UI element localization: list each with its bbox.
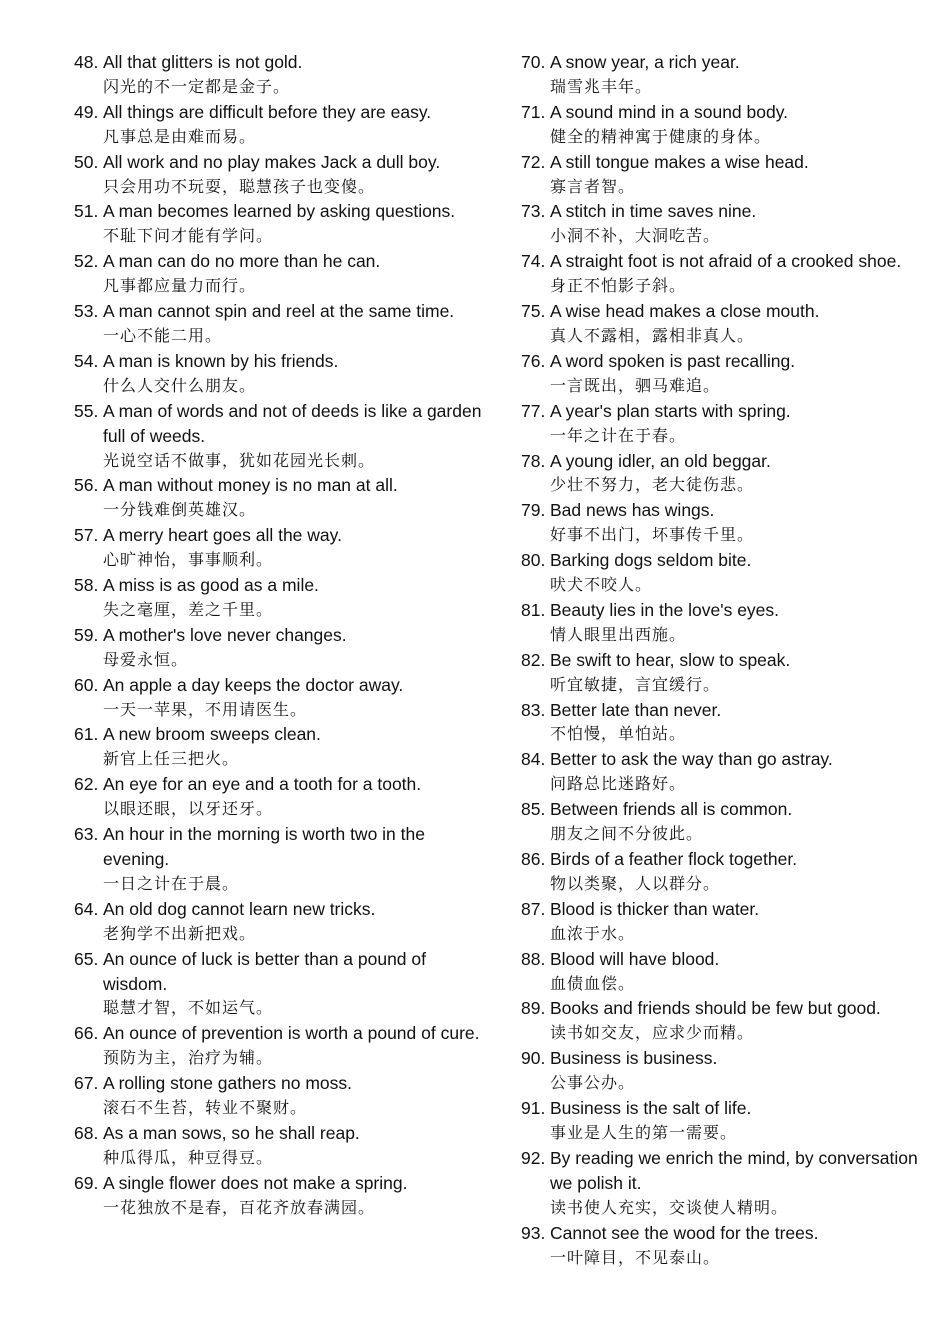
proverb-number: 89. [521, 998, 546, 1019]
proverb-number: 51. [74, 201, 99, 222]
english-proverb: All things are difficult before they are easy. [103, 101, 432, 122]
chinese-translation: 一叶障目，不见泰山。 [550, 1247, 721, 1267]
proverb-number: 65. [74, 948, 99, 969]
proverb-entry [521, 199, 941, 249]
proverb-number: 49. [74, 101, 99, 122]
proverb-entry [74, 1171, 494, 1221]
proverb-body [103, 722, 494, 772]
proverb-number: 56. [74, 475, 99, 496]
english-proverb: An apple a day keeps the doctor away. [103, 674, 404, 695]
proverb-entry [521, 897, 941, 947]
english-proverb: All work and no play makes Jack a dull boy. [103, 151, 441, 172]
proverb-body [550, 349, 941, 399]
chinese-translation: 什么人交什么朋友。 [103, 375, 257, 395]
english-proverb: An ounce of prevention is worth a pound of cure. [103, 1023, 480, 1044]
proverb-entry [521, 797, 941, 847]
chinese-translation: 读书使人充实，交谈使人精明。 [550, 1197, 789, 1217]
proverb-entry [74, 1121, 494, 1171]
english-proverb: A miss is as good as a mile. [103, 575, 319, 596]
proverb-entry [521, 249, 941, 299]
proverb-body [550, 100, 941, 150]
english-proverb: Books and friends should be few but good. [550, 998, 881, 1019]
proverb-number: 73. [521, 201, 546, 222]
proverb-number: 91. [521, 1098, 546, 1119]
proverb-body [550, 648, 941, 698]
proverb-number: 93. [521, 1222, 546, 1243]
english-proverb: Blood will have blood. [550, 948, 720, 969]
chinese-translation: 新官上任三把火。 [103, 749, 240, 769]
chinese-translation: 好事不出门，坏事传千里。 [550, 525, 755, 545]
proverb-body [103, 573, 494, 623]
chinese-translation: 只会用功不玩耍，聪慧孩子也变傻。 [103, 176, 376, 196]
chinese-translation: 失之毫厘，差之千里。 [103, 599, 274, 619]
proverb-body [103, 673, 494, 723]
english-proverb: A straight foot is not afraid of a crooked shoe. [550, 251, 902, 272]
proverb-body [550, 897, 941, 947]
proverb-body [550, 698, 941, 748]
proverb-body [550, 399, 941, 449]
proverb-number: 70. [521, 52, 546, 72]
english-proverb: A man can do no more than he can. [103, 251, 381, 272]
proverb-body [103, 822, 494, 897]
chinese-translation: 一日之计在于晨。 [103, 873, 240, 893]
proverb-body [550, 498, 941, 548]
proverb-entry [74, 299, 494, 349]
chinese-translation: 一心不能二用。 [103, 325, 223, 345]
proverb-body [550, 299, 941, 349]
chinese-translation: 情人眼里出西施。 [550, 624, 687, 644]
proverb-number: 61. [74, 724, 99, 745]
proverb-body [550, 1096, 941, 1146]
english-proverb: A wise head makes a close mouth. [550, 301, 820, 322]
english-proverb: A merry heart goes all the way. [103, 525, 342, 546]
proverb-entry [521, 698, 941, 748]
proverb-body [550, 996, 941, 1046]
chinese-translation: 以眼还眼，以牙还牙。 [103, 799, 274, 819]
chinese-translation: 闪光的不一定都是金子。 [103, 76, 291, 96]
proverb-number: 52. [74, 251, 99, 272]
proverb-entry [74, 100, 494, 150]
proverb-body [103, 50, 494, 100]
proverb-entry [74, 399, 494, 474]
proverb-entry [521, 498, 941, 548]
english-proverb: A man becomes learned by asking questions. [103, 201, 456, 222]
proverb-entry [521, 648, 941, 698]
proverb-number: 82. [521, 649, 546, 670]
chinese-translation: 读书如交友，应求少而精。 [550, 1023, 755, 1043]
english-proverb: An old dog cannot learn new tricks. [103, 898, 376, 919]
proverb-entry [74, 722, 494, 772]
english-proverb: Between friends all is common. [550, 799, 793, 820]
chinese-translation: 一花独放不是春，百花齐放春满园。 [103, 1197, 376, 1217]
english-proverb: Be swift to hear, slow to speak. [550, 649, 791, 670]
proverb-body [550, 548, 941, 598]
proverb-entry [521, 1046, 941, 1096]
proverb-body [103, 1171, 494, 1221]
proverb-entry [521, 548, 941, 598]
proverb-body [103, 772, 494, 822]
chinese-translation: 真人不露相，露相非真人。 [550, 325, 755, 345]
proverb-entry [521, 399, 941, 449]
english-proverb: Better late than never. [550, 699, 722, 720]
proverb-number: 66. [74, 1023, 99, 1044]
proverb-number: 72. [521, 151, 546, 172]
proverb-entry [74, 897, 494, 947]
chinese-translation: 瑞雪兆丰年。 [550, 76, 653, 96]
english-proverb: Blood is thicker than water. [550, 898, 760, 919]
english-proverb: A year's plan starts with spring. [550, 400, 791, 421]
proverb-body [550, 150, 941, 200]
proverb-number: 69. [74, 1172, 99, 1193]
english-proverb: A snow year, a rich year. [550, 52, 740, 72]
proverb-entry [74, 199, 494, 249]
proverb-body [103, 1071, 494, 1121]
english-proverb: A young idler, an old beggar. [550, 450, 771, 471]
proverb-entry [521, 349, 941, 399]
proverb-body [103, 199, 494, 249]
proverb-number: 64. [74, 898, 99, 919]
proverb-number: 71. [521, 101, 546, 122]
chinese-translation: 物以类聚，人以群分。 [550, 873, 721, 893]
english-proverb: Better to ask the way than go astray. [550, 749, 833, 770]
proverb-entry [74, 947, 494, 1022]
proverb-number: 54. [74, 350, 99, 371]
english-proverb: A stitch in time saves nine. [550, 201, 757, 222]
english-proverb: A word spoken is past recalling. [550, 350, 796, 371]
chinese-translation: 心旷神怡，事事顺利。 [103, 550, 274, 570]
proverb-number: 78. [521, 450, 546, 471]
proverb-number: 62. [74, 774, 99, 795]
chinese-translation: 老狗学不出新把戏。 [103, 923, 257, 943]
proverb-number: 58. [74, 575, 99, 596]
proverb-entry [521, 299, 941, 349]
proverb-body [103, 299, 494, 349]
left-column [74, 50, 494, 1221]
proverb-entry [74, 349, 494, 399]
chinese-translation: 血债血偿。 [550, 973, 636, 993]
proverb-entry [74, 623, 494, 673]
proverb-entry [74, 50, 494, 100]
chinese-translation: 听宜敏捷，言宜缓行。 [550, 674, 721, 694]
chinese-translation: 血浓于水。 [550, 923, 636, 943]
proverb-entry [74, 249, 494, 299]
proverb-number: 48. [74, 52, 99, 72]
english-proverb: A rolling stone gathers no moss. [103, 1073, 353, 1094]
proverb-entry [521, 50, 941, 100]
proverb-body [103, 897, 494, 947]
chinese-translation: 小洞不补，大洞吃苦。 [550, 226, 721, 246]
proverb-entry [521, 150, 941, 200]
proverb-entry [74, 573, 494, 623]
chinese-translation: 公事公办。 [550, 1073, 636, 1093]
english-proverb: A sound mind in a sound body. [550, 101, 789, 122]
proverb-number: 68. [74, 1122, 99, 1143]
english-proverb: Business is the salt of life. [550, 1098, 752, 1119]
proverb-body [550, 797, 941, 847]
proverb-body [103, 1121, 494, 1171]
english-proverb: A man cannot spin and reel at the same time. [103, 301, 455, 322]
proverb-body [550, 1221, 941, 1271]
chinese-translation: 滚石不生苔，转业不聚财。 [103, 1098, 308, 1118]
proverb-number: 67. [74, 1073, 99, 1094]
chinese-translation: 凡事总是由难而易。 [103, 126, 257, 146]
proverb-number: 84. [521, 749, 546, 770]
chinese-translation: 一天一苹果，不用请医生。 [103, 699, 308, 719]
proverb-body [103, 249, 494, 299]
english-proverb: A man without money is no man at all. [103, 475, 398, 496]
proverb-body [103, 349, 494, 399]
proverb-number: 55. [74, 400, 99, 421]
proverb-number: 86. [521, 849, 546, 869]
proverb-body [550, 747, 941, 797]
proverb-entry [521, 1221, 941, 1271]
chinese-translation: 身正不怕影子斜。 [550, 276, 687, 296]
proverb-body [550, 1146, 941, 1221]
chinese-translation: 吠犬不咬人。 [550, 575, 653, 595]
proverb-entry [521, 747, 941, 797]
proverb-entry [521, 598, 941, 648]
proverb-entry [521, 1146, 941, 1221]
proverb-body [550, 598, 941, 648]
chinese-translation: 种瓜得瓜，种豆得豆。 [103, 1147, 274, 1167]
english-proverb: A man of words and not of deeds is like a garden full of weeds. [103, 400, 482, 446]
chinese-translation: 健全的精神寓于健康的身体。 [550, 126, 772, 146]
english-proverb: All that glitters is not gold. [103, 52, 303, 72]
chinese-translation: 光说空话不做事，犹如花园光长刺。 [103, 450, 376, 470]
proverb-number: 75. [521, 301, 546, 322]
chinese-translation: 预防为主，治疗为辅。 [103, 1048, 274, 1068]
proverb-entry [74, 1021, 494, 1071]
proverb-entry [74, 822, 494, 897]
proverb-entry [521, 100, 941, 150]
proverb-number: 85. [521, 799, 546, 820]
proverb-body [550, 1046, 941, 1096]
proverb-body [550, 50, 941, 100]
proverb-body [103, 947, 494, 1022]
proverb-number: 77. [521, 400, 546, 421]
chinese-translation: 聪慧才智，不如运气。 [103, 998, 274, 1018]
proverb-number: 87. [521, 898, 546, 919]
english-proverb: A still tongue makes a wise head. [550, 151, 809, 172]
proverb-entry [74, 1071, 494, 1121]
proverb-entry [74, 673, 494, 723]
chinese-translation: 寡言者智。 [550, 176, 636, 196]
english-proverb: An ounce of luck is better than a pound of wisdom. [103, 948, 426, 994]
proverb-number: 80. [521, 550, 546, 571]
chinese-translation: 一年之计在于春。 [550, 425, 687, 445]
english-proverb: A mother's love never changes. [103, 624, 347, 645]
proverb-body [550, 947, 941, 997]
proverb-body [103, 1021, 494, 1071]
english-proverb: Barking dogs seldom bite. [550, 550, 752, 571]
proverb-number: 79. [521, 500, 546, 521]
proverb-entry [74, 772, 494, 822]
english-proverb: Birds of a feather flock together. [550, 849, 798, 869]
english-proverb: A new broom sweeps clean. [103, 724, 321, 745]
proverb-number: 59. [74, 624, 99, 645]
english-proverb: An eye for an eye and a tooth for a tooth. [103, 774, 422, 795]
chinese-translation: 事业是人生的第一需要。 [550, 1122, 738, 1142]
proverb-body [550, 449, 941, 499]
chinese-translation: 母爱永恒。 [103, 649, 189, 669]
english-proverb: A man is known by his friends. [103, 350, 339, 371]
proverb-body [550, 249, 941, 299]
english-proverb: An hour in the morning is worth two in the evening. [103, 824, 425, 869]
proverb-body [103, 150, 494, 200]
chinese-translation: 一分钱难倒英雄汉。 [103, 500, 257, 520]
english-proverb: Bad news has wings. [550, 500, 715, 521]
proverb-number: 92. [521, 1147, 546, 1168]
english-proverb: By reading we enrich the mind, by conversation we polish it. [550, 1147, 918, 1193]
proverb-number: 88. [521, 948, 546, 969]
chinese-translation: 朋友之间不分彼此。 [550, 824, 704, 844]
proverb-body [550, 847, 941, 897]
proverb-entry [74, 523, 494, 573]
proverb-body [103, 473, 494, 523]
proverb-entry [74, 473, 494, 523]
proverb-entry [521, 947, 941, 997]
chinese-translation: 少壮不努力，老大徒伤悲。 [550, 475, 755, 495]
english-proverb: As a man sows, so he shall reap. [103, 1122, 360, 1143]
chinese-translation: 凡事都应量力而行。 [103, 276, 257, 296]
proverb-body [103, 100, 494, 150]
proverb-entry [521, 996, 941, 1046]
proverb-entry [521, 1096, 941, 1146]
proverb-number: 53. [74, 301, 99, 322]
proverb-body [550, 199, 941, 249]
right-column [521, 50, 941, 1270]
chinese-translation: 问路总比迷路好。 [550, 774, 687, 794]
english-proverb: Cannot see the wood for the trees. [550, 1222, 819, 1243]
proverb-entry [521, 449, 941, 499]
proverb-entry [74, 150, 494, 200]
proverb-number: 60. [74, 674, 99, 695]
chinese-translation: 不怕慢，单怕站。 [550, 724, 687, 744]
proverb-number: 90. [521, 1048, 546, 1069]
chinese-translation: 不耻下问才能有学问。 [103, 226, 274, 246]
proverb-body [103, 623, 494, 673]
proverb-number: 83. [521, 699, 546, 720]
english-proverb: Beauty lies in the love's eyes. [550, 599, 780, 620]
proverb-number: 76. [521, 350, 546, 371]
english-proverb: Business is business. [550, 1048, 718, 1069]
chinese-translation: 一言既出，驷马难追。 [550, 375, 721, 395]
proverb-number: 74. [521, 251, 546, 272]
proverb-number: 81. [521, 599, 546, 620]
proverb-number: 57. [74, 525, 99, 546]
proverb-body [103, 399, 494, 474]
english-proverb: A single flower does not make a spring. [103, 1172, 408, 1193]
proverb-body [103, 523, 494, 573]
proverb-entry [521, 847, 941, 897]
proverb-number: 63. [74, 824, 99, 845]
proverb-number: 50. [74, 151, 99, 172]
